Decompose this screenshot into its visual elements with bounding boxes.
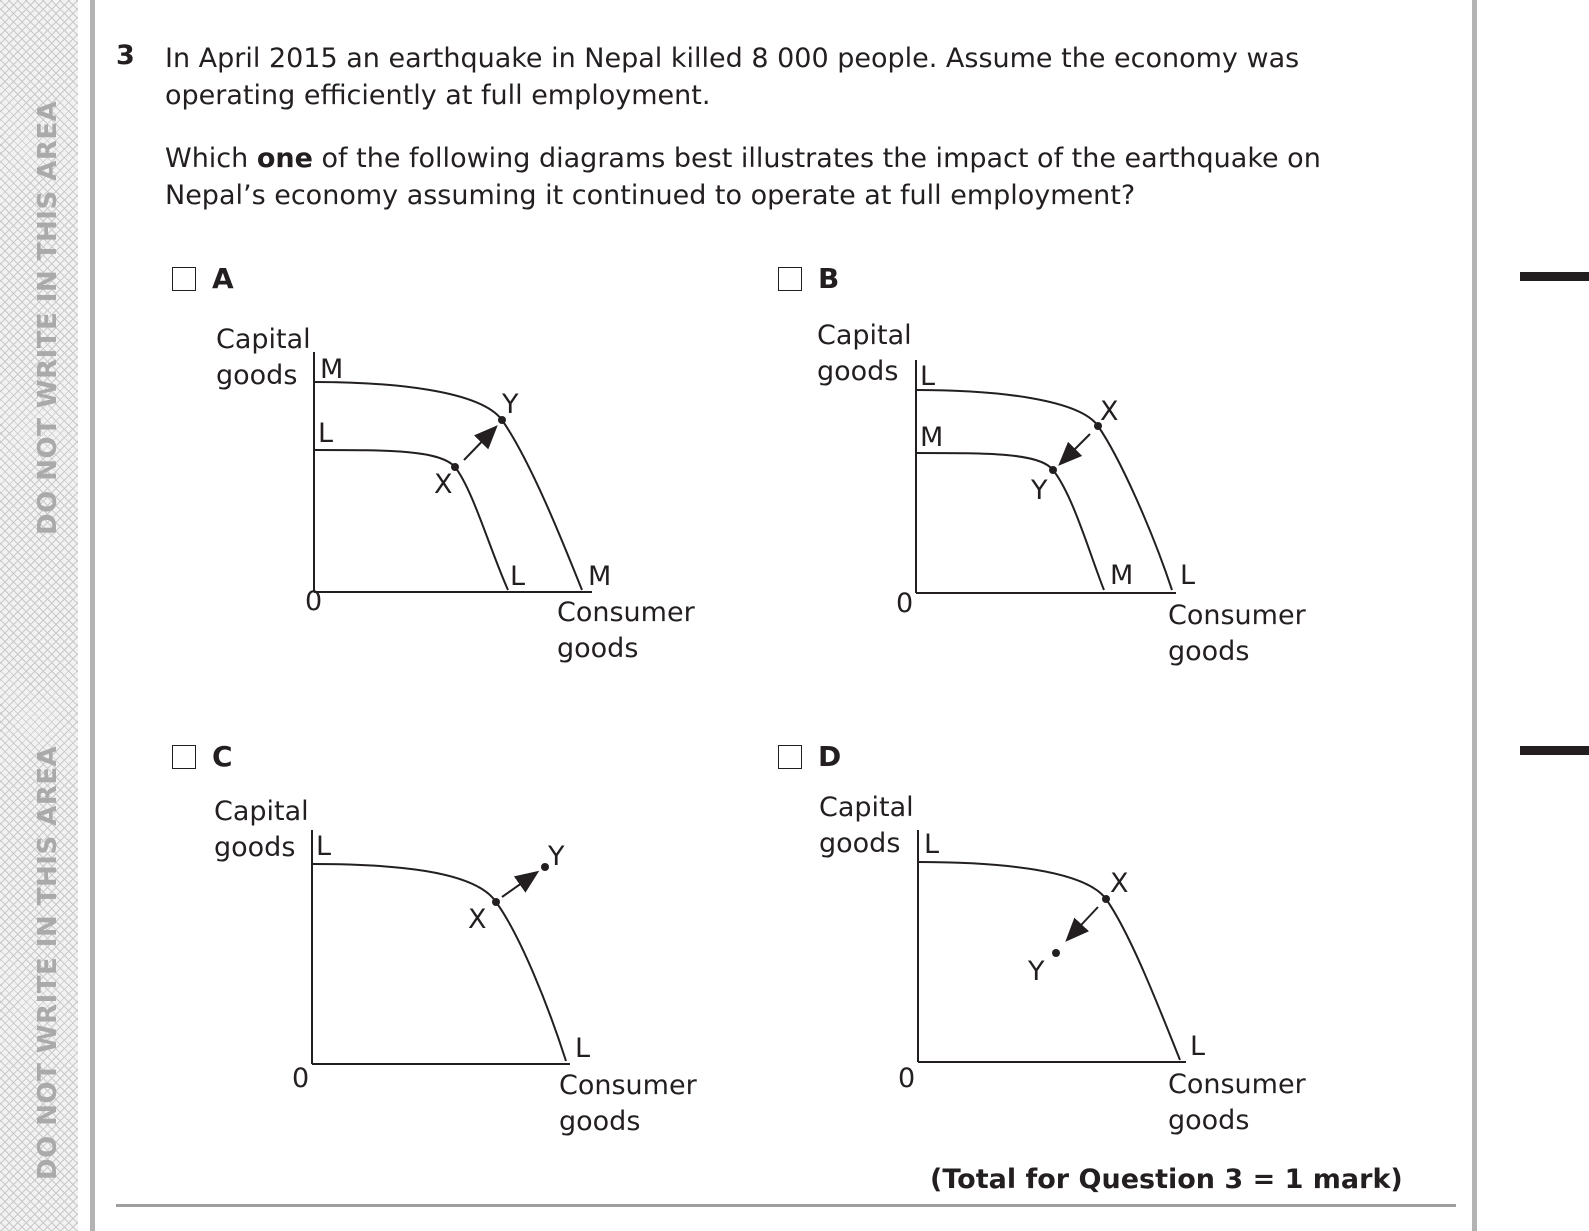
option-c[interactable] [172, 740, 233, 773]
emphasis-one: one [256, 143, 313, 174]
shift-arrow [464, 428, 495, 460]
ppf-curve-l [918, 862, 1180, 1060]
curve-label: L [1190, 1031, 1206, 1062]
option-b[interactable] [778, 262, 839, 295]
point-label-x: X [1110, 868, 1129, 899]
point-label-x: X [434, 469, 453, 500]
ppf-diagram-a [290, 340, 890, 700]
curve-label: L [920, 361, 936, 392]
x-axis-title: Consumer goods [1168, 600, 1306, 667]
option-c-checkbox[interactable] [172, 745, 196, 769]
option-b-checkbox[interactable] [778, 267, 802, 291]
point-label-y: Y [1031, 475, 1048, 506]
shift-arrow [502, 873, 536, 897]
ppf-curve-l [312, 864, 566, 1061]
ppf-svg-d [890, 815, 1490, 1175]
bottom-rule [116, 1204, 1456, 1207]
ppf-svg-c [290, 815, 890, 1175]
option-a[interactable] [172, 262, 234, 295]
option-d[interactable] [778, 740, 841, 773]
page-tick-mark [1520, 746, 1589, 755]
ppf-svg-b [890, 340, 1490, 700]
ppf-diagram-d [890, 815, 1490, 1175]
curve-label: M [920, 422, 944, 453]
x-axis-title: Consumer goods [1168, 1069, 1306, 1136]
option-d-letter: D [818, 740, 842, 773]
shift-arrow [1068, 907, 1098, 939]
y-axis-title: Capital goods [817, 320, 912, 387]
point-y [1052, 949, 1060, 957]
option-b-letter: B [818, 262, 840, 295]
point-label-x: X [468, 904, 487, 935]
point-label-x: X [1100, 396, 1119, 427]
curve-label: M [1110, 560, 1134, 591]
point-label-y: Y [1028, 956, 1045, 987]
curve-label: M [588, 561, 612, 592]
margin-warning-top: DO NOT WRITE IN THIS AREA [33, 100, 63, 535]
question-stem: In April 2015 an earthquake in Nepal killed 8 000 people. Assume the economy was operating efficiently at full employment. [165, 43, 1300, 111]
y-axis-title: Capital goods [216, 324, 311, 391]
question-total: (Total for Question 3 = 1 mark) [930, 1164, 1403, 1195]
y-axis-title: Capital goods [819, 792, 914, 859]
ppf-diagram-c [290, 815, 890, 1175]
margin-warning-bottom: DO NOT WRITE IN THIS AREA [33, 745, 63, 1180]
ppf-curve-l [314, 450, 508, 590]
x-axis-title: Consumer goods [559, 1070, 697, 1137]
point-label-y: Y [502, 389, 519, 420]
curve-label: L [510, 561, 526, 592]
margin-rule [90, 0, 95, 1231]
option-d-checkbox[interactable] [778, 745, 802, 769]
page-tick-mark [1520, 272, 1589, 281]
question-number: 3 [116, 40, 135, 71]
origin-label: 0 [896, 588, 914, 619]
origin-label: 0 [898, 1063, 916, 1094]
question-prompt: Which one of the following diagrams best illustrates the impact of the earthquake on Nepal’s economy assuming it continued to operate at full employment? [165, 143, 1321, 211]
curve-label: L [318, 418, 334, 449]
curve-label: L [575, 1033, 591, 1064]
curve-label: L [924, 829, 940, 860]
shift-arrow [1061, 434, 1090, 463]
curve-label: M [320, 354, 344, 385]
ppf-svg-a [290, 340, 890, 700]
ppf-diagram-b [890, 340, 1490, 700]
point-x [1102, 895, 1110, 903]
origin-label: 0 [292, 1063, 310, 1094]
point-y [1049, 466, 1057, 474]
option-c-letter: C [212, 740, 233, 773]
option-a-checkbox[interactable] [172, 267, 196, 291]
y-axis-title: Capital goods [214, 796, 309, 863]
ppf-curve-m [916, 453, 1104, 590]
point-label-y: Y [548, 841, 565, 872]
point-x [492, 898, 500, 906]
origin-label: 0 [305, 586, 323, 617]
option-a-letter: A [212, 262, 234, 295]
curve-label: L [1180, 560, 1196, 591]
curve-label: L [316, 831, 332, 862]
x-axis-title: Consumer goods [557, 597, 695, 664]
